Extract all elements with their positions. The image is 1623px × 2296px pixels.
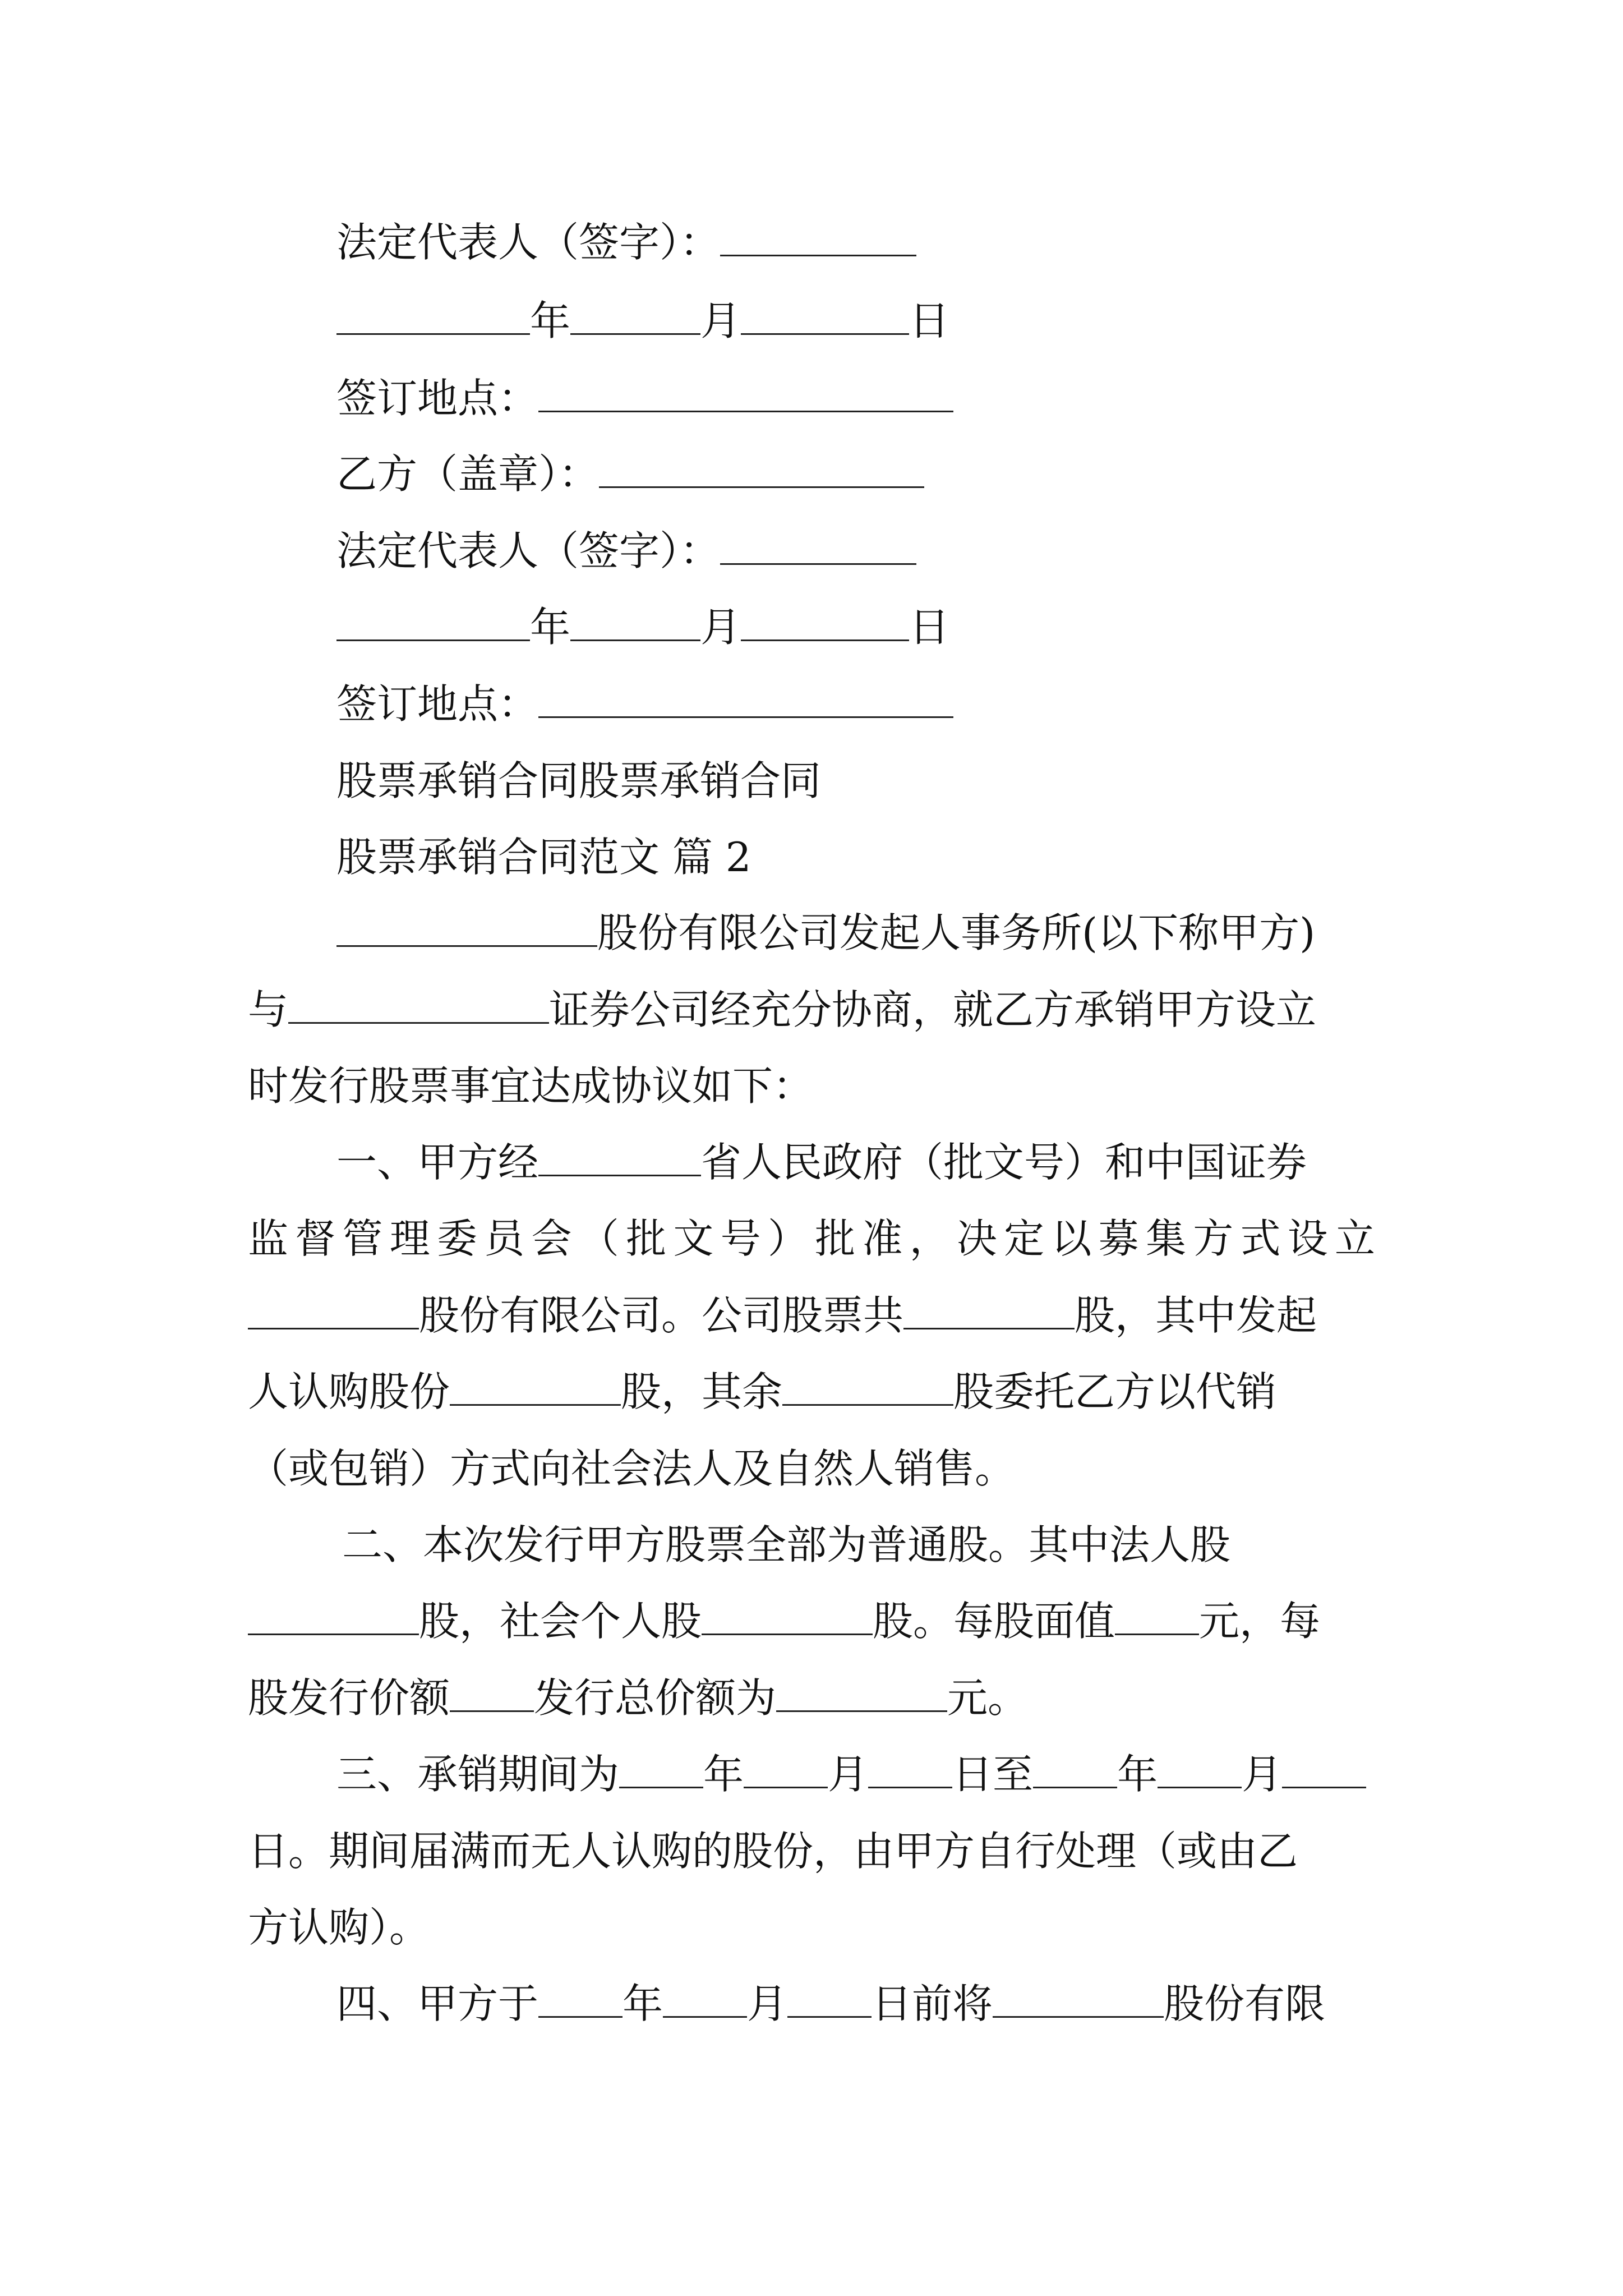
legal-rep-signature-line-b: [336, 523, 916, 579]
clause2-line-2: [248, 1593, 1320, 1649]
legal-person-shares-blank: [248, 1600, 419, 1635]
clause2-text-d: 元，每: [1199, 1598, 1321, 1645]
clause1-text-g: 股，其余: [621, 1368, 783, 1415]
clause1-text-f: 人认购股份: [248, 1368, 450, 1415]
legal-rep-blank-b: [720, 530, 916, 565]
year-blank: [336, 300, 530, 335]
end-day-blank: [1282, 1753, 1366, 1788]
clause1-line-1: [336, 1134, 1307, 1190]
clause1-line-4: [248, 1364, 1276, 1420]
party-b-blank: [599, 453, 924, 488]
end-year-blank: [1033, 1753, 1117, 1788]
clause3-line-2: 日。期间届满而无人认购的股份，由甲方自行处理（或由乙: [248, 1828, 1298, 1875]
clause3-text-a: 三、承销期间为: [336, 1751, 620, 1798]
clause2-text-g: 元。: [947, 1674, 1029, 1722]
clause3-text-b: 年: [703, 1751, 744, 1798]
end-month-blank: [1158, 1753, 1242, 1788]
intro-seg3: 证券公司经充分协商，就乙方承销甲方设立: [549, 986, 1317, 1033]
clause3-text-d: 日至: [952, 1751, 1034, 1798]
day-label-b: 日: [909, 604, 950, 651]
company-blank: [248, 1294, 419, 1329]
clause3-text-f: 月: [1242, 1751, 1283, 1798]
repeat-title: 股票承销合同股票承销合同: [336, 757, 822, 804]
province-blank: [538, 1141, 701, 1176]
intro-line-3: 时发行股票事宜达成协议如下：: [248, 1062, 814, 1110]
section-title: 股票承销合同范文 篇 2: [336, 834, 751, 881]
signing-place-blank-b: [538, 683, 953, 718]
deadline-day-blank: [787, 1982, 872, 2018]
year-blank-b: [336, 606, 530, 641]
intro-seg2: 与: [248, 986, 289, 1033]
company-name-blank: [336, 912, 597, 947]
clause1-text-h: 股委托乙方以代销: [953, 1368, 1277, 1415]
clause1-line-3: [248, 1287, 1317, 1343]
total-shares-blank: [903, 1294, 1075, 1329]
total-price-blank: [776, 1677, 947, 1712]
clause4-text-c: 月: [747, 1980, 788, 2027]
legal-rep-label-b: 法定代表人（签字）：: [336, 527, 721, 574]
signing-place-label-b: 签订地点：: [336, 680, 539, 728]
start-day-blank: [868, 1753, 952, 1788]
issue-price-blank: [450, 1677, 534, 1712]
year-label-b: 年: [530, 604, 571, 651]
remaining-shares-blank: [782, 1370, 953, 1406]
date-line: [336, 293, 949, 349]
clause3-line-3: 方认购）。: [248, 1904, 430, 1951]
legal-rep-label: 法定代表人（签字）：: [336, 219, 721, 266]
party-b-label: 乙方（盖章）：: [336, 450, 600, 498]
day-label: 日: [909, 297, 950, 344]
company-blank-2: [993, 1982, 1164, 2018]
clause1-line-2: 监督管理委员会（批文号）批准，决定以募集方式设立: [248, 1215, 1375, 1262]
clause2-text-c: 股。每股面值: [873, 1598, 1115, 1645]
clause2-line-3: [248, 1670, 1028, 1726]
clause4-text-e: 股份有限: [1164, 1980, 1326, 2027]
intro-line-2: [248, 982, 1316, 1038]
clause3-text-c: 月: [828, 1751, 869, 1798]
clause1-text-d: 股份有限公司。公司股票共: [419, 1292, 904, 1339]
founder-shares-blank: [450, 1370, 621, 1406]
clause1-text-e: 股，其中发起: [1075, 1292, 1317, 1339]
signing-place-line-b: [336, 676, 953, 732]
intro-seg1: 股份有限公司发起人事务所(以下称甲方): [597, 909, 1316, 956]
legal-rep-blank: [720, 221, 916, 256]
month-label: 月: [700, 297, 741, 344]
deadline-month-blank: [663, 1982, 747, 2018]
individual-shares-blank: [702, 1600, 873, 1635]
date-line-b: [336, 599, 949, 655]
clause1-text-a: 一、甲方经: [336, 1139, 539, 1186]
party-b-seal-line: [336, 446, 924, 502]
start-year-blank: [619, 1753, 703, 1788]
month-label-b: 月: [700, 604, 741, 651]
clause4-text-d: 日前将: [872, 1980, 993, 2027]
clause1-line-5: （或包销）方式向社会法人及自然人销售。: [248, 1445, 1016, 1492]
month-blank: [570, 300, 700, 335]
clause4-line-1: [336, 1976, 1325, 2032]
clause4-text-b: 年: [623, 1980, 663, 2027]
securities-company-blank: [288, 988, 549, 1024]
clause4-text-a: 四、甲方于: [336, 1980, 539, 2027]
start-month-blank: [744, 1753, 828, 1788]
par-value-blank: [1115, 1600, 1199, 1635]
day-blank-b: [741, 606, 909, 641]
clause2-line-1: 二、本次发行甲方股票全部为普通股。其中法人股: [342, 1521, 1231, 1568]
signing-place-blank: [538, 377, 953, 412]
clause2-text-b: 股，社会个人股: [419, 1598, 702, 1645]
intro-line-1: [336, 905, 1315, 961]
signing-place-line: [336, 370, 953, 426]
clause2-text-f: 发行总价额为: [534, 1674, 777, 1722]
month-blank-b: [570, 606, 700, 641]
year-label: 年: [530, 297, 571, 344]
signing-place-label: 签订地点：: [336, 375, 539, 422]
clause3-text-e: 年: [1117, 1751, 1158, 1798]
legal-rep-signature-line: [336, 214, 916, 270]
clause3-line-1: [336, 1746, 1366, 1802]
clause2-text-e: 股发行价额: [248, 1674, 450, 1722]
day-blank: [741, 300, 909, 335]
clause1-text-b: 省人民政府（批文号）和中国证券: [701, 1139, 1307, 1186]
deadline-year-blank: [538, 1982, 623, 2018]
